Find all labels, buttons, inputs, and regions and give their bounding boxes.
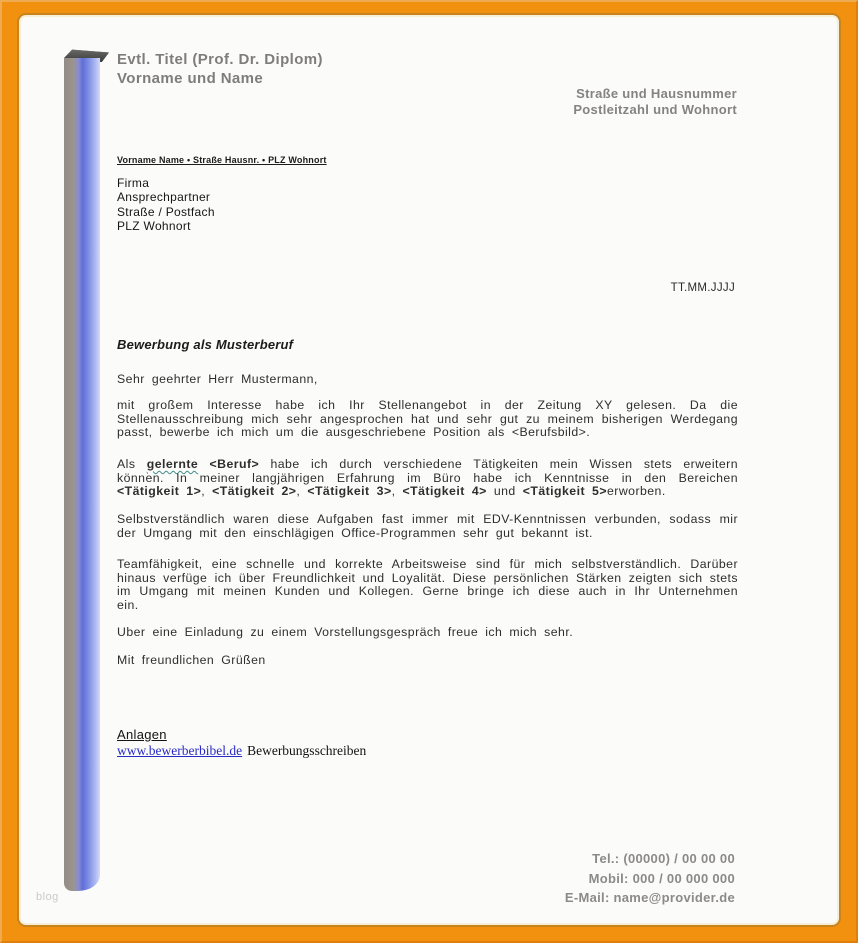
greeting: Sehr geehrter Herr Mustermann,	[117, 372, 318, 386]
p2-part: habe ich durch verschiedene Tätigkeiten mein Wissen stets erweitern können. In meiner langjährigen Erfahrung im Büro habe ich Kenntnisse in den Bereichen	[117, 457, 738, 485]
paragraph-experience	[117, 458, 738, 499]
p2-spellcheck-word: gelernte	[146, 457, 199, 471]
p2-part: und	[486, 484, 523, 499]
sender-city: Postleitzahl und Wohnort	[573, 102, 737, 117]
p2-taetigkeit-2: <Tätigkeit 2>	[212, 484, 297, 499]
blog-watermark: blog	[36, 891, 59, 903]
subject-line: Bewerbung als Musterberuf	[117, 337, 294, 352]
p2-taetigkeit-1: <Tätigkeit 1>	[117, 484, 202, 499]
paragraph-strengths: Teamfähigkeit, eine schnelle und korrekte Arbeitsweise sind für mich selbstverständlich. Darüber hinaus verfüge ich über Freundlichkeit und Loyalität. Diese persönlichen Stärken zeigten sich stets im Umgang mit meinen Kunden und Kollegen. Gerne bringe ich diese auch in Ihr Unternehmen ein.	[117, 557, 738, 613]
p2-part: ,	[296, 484, 308, 499]
envelope-sender-line: Vorname Name • Straße Hausnr. • PLZ Wohnort	[117, 155, 327, 165]
contact-block	[565, 849, 735, 908]
attachments-link-line	[117, 743, 366, 759]
p2-beruf-placeholder: <Beruf>	[209, 457, 260, 471]
recipient-street: Straße / Postfach	[117, 204, 215, 219]
p2-taetigkeit-4: <Tätigkeit 4>	[402, 484, 487, 499]
recipient-block	[117, 176, 215, 234]
recipient-contact-person: Ansprechpartner	[117, 190, 211, 205]
paragraph-edv: Selbstverständlich waren diese Aufgaben fast immer mit EDV-Kenntnissen verbunden, sodass mir der Umgang mit den einschlägigen Office-Programmen sehr gut bekannt ist.	[117, 512, 738, 540]
sender-title-line: Evtl. Titel (Prof. Dr. Diplom)	[117, 51, 323, 68]
decorative-vertical-bar	[64, 58, 100, 891]
p2-part: Als	[117, 457, 147, 471]
p2-part: ,	[391, 484, 403, 499]
bewerberbibel-link[interactable]: www.bewerberbibel.de	[117, 743, 243, 758]
p2-taetigkeit-5: <Tätigkeit 5>	[522, 484, 607, 499]
sender-name-line: Vorname und Name	[117, 70, 264, 87]
attachments-label: Anlagen	[117, 727, 167, 742]
sender-street: Straße und Hausnummer	[576, 86, 737, 101]
sender-address-block	[573, 86, 737, 118]
p2-part	[198, 457, 209, 471]
contact-mobil: Mobil: 000 / 00 000 000	[588, 870, 735, 886]
p2-part: erworben.	[606, 484, 666, 499]
p2-taetigkeit-3: <Tätigkeit 3>	[307, 484, 392, 499]
p2-part: ,	[201, 484, 213, 499]
paragraph-intro: mit großem Interesse habe ich Ihr Stellenangebot in der Zeitung XY gelesen. Da die Stellenausschreibung mich sehr angesprochen hat und sehr gut zu meinem bisherigen Werdegang passt, bewerbe ich mich um die ausgeschriebene Position als <Berufsbild>.	[117, 398, 738, 440]
contact-tel: Tel.: (00000) / 00 00 00	[592, 851, 735, 866]
link-suffix-text: Bewerbungsschreiben	[247, 743, 367, 758]
closing-line: Mit freundlichen Grüßen	[117, 653, 266, 667]
contact-email: E-Mail: name@provider.de	[564, 890, 735, 905]
recipient-city: PLZ Wohnort	[117, 219, 191, 234]
date-placeholder: TT.MM.JJJJ	[670, 282, 735, 294]
sender-name-block	[117, 50, 323, 88]
recipient-company: Firma	[117, 176, 150, 190]
paragraph-invitation: Uber eine Einladung zu einem Vorstellungsgespräch freue ich mich sehr.	[117, 625, 574, 639]
